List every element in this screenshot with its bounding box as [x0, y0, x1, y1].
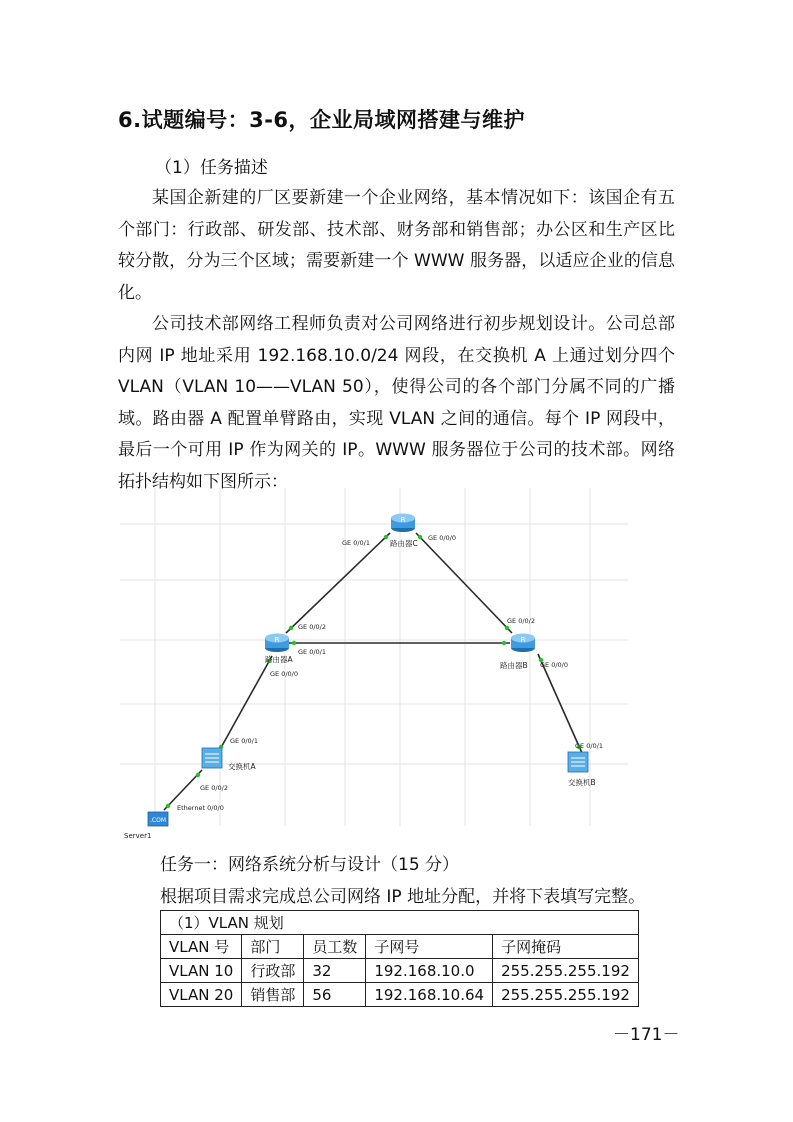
vlan-plan-table	[160, 910, 639, 1007]
paragraph-plan: 公司技术部网络工程师负责对公司网络进行初步规划设计。公司总部内网 IP 地址采用 192.168.10.0/24 网段，在交换机 A 上通过划分四个 VLAN（VLAN 10——VLAN 50），使得公司的各个部门分属不同的广播域。路由器 A 配置单臂路由，实现 VLAN 之间的通信。每个 IP 网段中，最后一个可用 IP 作为网关的 IP。WWW 服务器位于公司的技术部。网络拓扑结构如下图所示：	[118, 314, 675, 492]
router-icon: R	[274, 636, 280, 644]
diagram-links	[164, 533, 582, 810]
port-label: Ethernet 0/0/0	[177, 804, 224, 812]
server-1[interactable]	[148, 812, 168, 826]
cell-staff-count: 56	[304, 983, 366, 1007]
router-c[interactable]	[391, 514, 415, 533]
label-server: Server1	[124, 832, 152, 840]
switch-b[interactable]	[568, 752, 588, 772]
cell-vlan: VLAN 10	[161, 959, 242, 983]
column-header: VLAN 号	[161, 935, 242, 959]
label-switch-a: 交换机A	[228, 762, 256, 771]
router-a[interactable]	[265, 634, 289, 653]
page-number: －171－	[613, 1025, 680, 1045]
network-topology-diagram	[120, 488, 628, 840]
task-title: 任务一：网络系统分析与设计（15 分）	[160, 855, 460, 875]
cell-department: 行政部	[242, 959, 304, 983]
cell-subnet: 192.168.10.0	[366, 959, 493, 983]
page-title: 6.试题编号：3-6，企业局域网搭建与维护	[118, 108, 526, 132]
port-label: GE 0/0/2	[507, 617, 535, 625]
label-router-c: 路由器C	[390, 539, 418, 548]
table-header-row	[161, 935, 639, 959]
port-label: GE 0/0/1	[342, 539, 370, 547]
port-label: GE 0/0/2	[298, 623, 326, 631]
column-header: 部门	[242, 935, 304, 959]
cell-subnet: 192.168.10.64	[366, 983, 493, 1007]
link-c-a	[286, 533, 390, 633]
port-label: GE 0/0/0	[428, 534, 456, 542]
port-label: GE 0/0/2	[200, 784, 228, 792]
router-b[interactable]	[511, 634, 535, 653]
table-row	[161, 959, 639, 983]
column-header: 员工数	[304, 935, 366, 959]
label-router-a: 路由器A	[265, 655, 293, 664]
router-icon: R	[520, 636, 526, 644]
cell-vlan: VLAN 20	[161, 983, 242, 1007]
port-label: GE 0/0/0	[270, 670, 298, 678]
section-heading: （1）任务描述	[155, 158, 268, 178]
port-label: GE 0/0/1	[230, 737, 258, 745]
port-label: GE 0/0/1	[575, 742, 603, 750]
port-label: GE 0/0/0	[540, 661, 568, 669]
cell-staff-count: 32	[304, 959, 366, 983]
router-icon: R	[400, 516, 406, 524]
label-router-b: 路由器B	[500, 661, 528, 670]
cell-department: 销售部	[242, 983, 304, 1007]
cell-mask: 255.255.255.192	[493, 959, 639, 983]
table-caption: （1）VLAN 规划	[161, 911, 639, 935]
switch-a[interactable]	[202, 748, 222, 768]
requirement-text: 根据项目需求完成总公司网络 IP 地址分配，并将下表填写完整。	[160, 887, 646, 907]
cell-mask: 255.255.255.192	[493, 983, 639, 1007]
link-c-b	[416, 533, 512, 633]
server-badge: .COM	[150, 817, 166, 824]
table-row	[161, 983, 639, 1007]
paragraph-intro: 某国企新建的厂区要新建一个企业网络，基本情况如下：该国企有五个部门：行政部、研发部、技术部、财务部和销售部；办公区和生产区比较分散，分为三个区域；需要新建一个 WWW 服务器，以适应企业的信息化。	[118, 188, 675, 303]
column-header: 子网掩码	[493, 935, 639, 959]
label-switch-b: 交换机B	[568, 778, 596, 787]
port-label: GE 0/0/1	[298, 648, 326, 656]
column-header: 子网号	[366, 935, 493, 959]
